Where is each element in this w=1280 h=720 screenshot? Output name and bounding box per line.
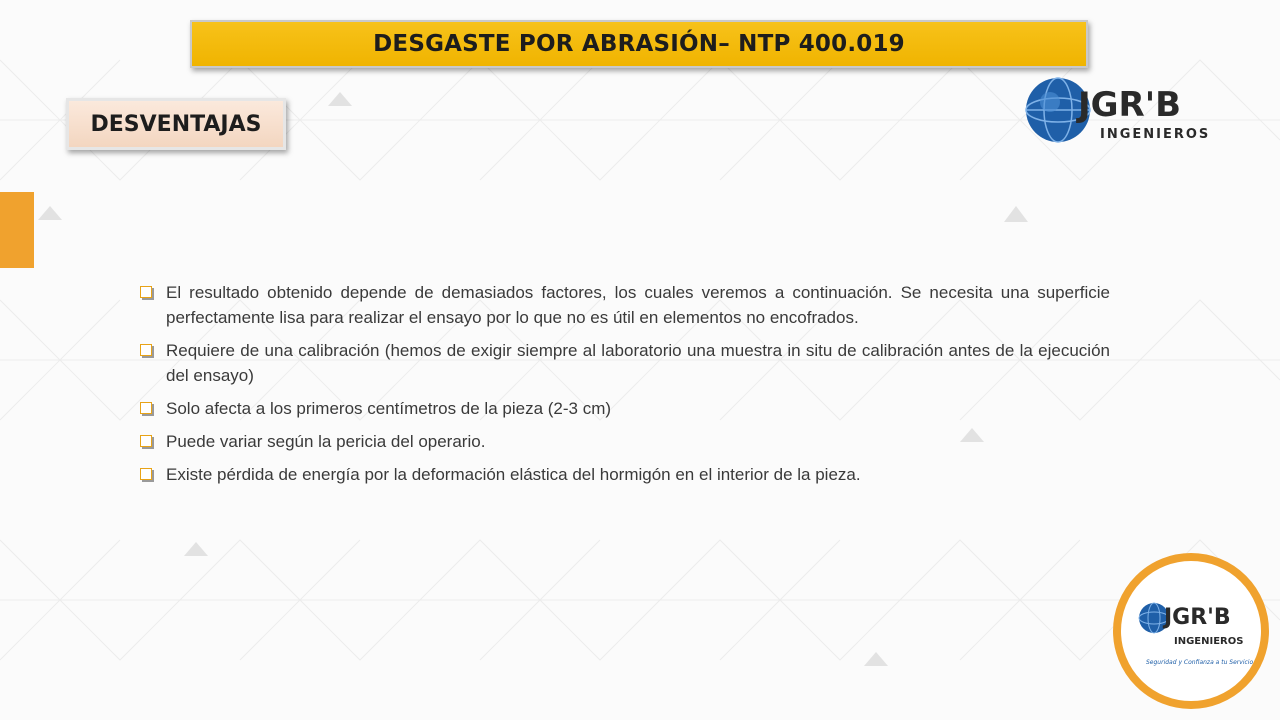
bullet-text: Solo afecta a los primeros centímetros de la pieza (2-3 cm) [166,399,612,418]
checkbox-bullet-icon [140,468,152,480]
bullet-list [140,280,1110,487]
bullet-text: Requiere de una calibración (hemos de exigir siempre al laboratorio una muestra in situ de calibración antes de la ejecución del ensayo) [166,341,1110,385]
checkbox-bullet-icon [140,344,152,356]
list-item [140,280,1110,330]
list-item [140,429,1110,454]
list-item [140,396,1110,421]
section-label-box [66,98,286,150]
bullet-text: Puede variar según la pericia del operario. [166,432,486,451]
title-banner [190,20,1088,68]
logo-name: JGR'B [1164,605,1231,630]
checkbox-bullet-icon [140,435,152,447]
round-logo [1112,552,1270,710]
logo-subtitle: INGENIEROS [1174,636,1244,647]
checkbox-bullet-icon [140,286,152,298]
checkbox-bullet-icon [140,402,152,414]
logo-tagline: Seguridad y Confianza a tu Servicio [1146,659,1254,666]
section-title: DESVENTAJAS [90,111,262,137]
list-item [140,462,1110,487]
list-item [140,338,1110,388]
page-title: DESGASTE POR ABRASIÓN– NTP 400.019 [373,31,905,57]
bullet-content [140,280,1110,495]
left-accent-bar [0,192,34,268]
bullet-text: El resultado obtenido depende de demasiados factores, los cuales veremos a continuación. Se necesita una superficie perfectamente lisa para realizar el ensayo por lo que no es útil en elementos no encofrados. [166,283,1110,327]
logo-subtitle: INGENIEROS [1100,127,1211,142]
bullet-text: Existe pérdida de energía por la deformación elástica del hormigón en el interior de la pieza. [166,465,861,484]
logo-name: JGR'B [1078,85,1182,125]
company-logo [1020,72,1230,148]
